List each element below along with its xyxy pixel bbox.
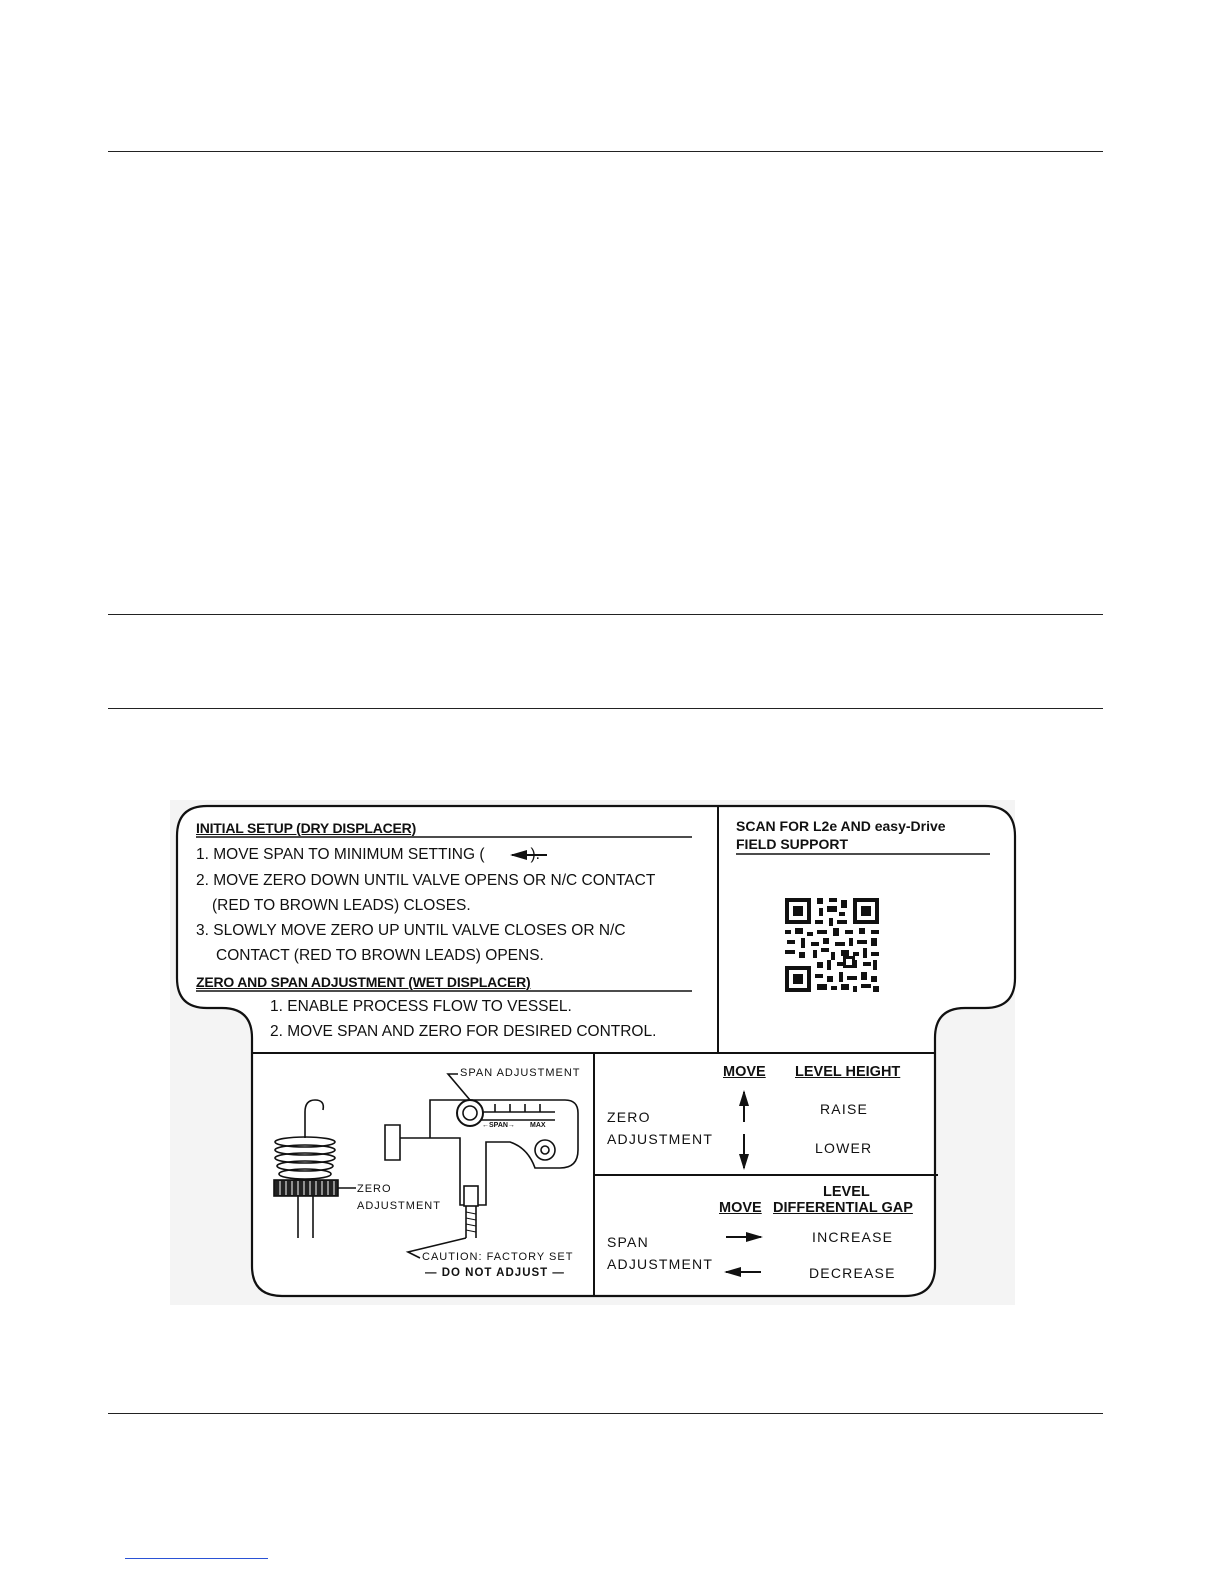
setup-title: INITIAL SETUP (DRY DISPLACER) <box>196 820 417 836</box>
span-level-header-line-2: DIFFERENTIAL GAP <box>773 1200 913 1216</box>
zero-row-label-line-1: ZERO <box>607 1109 651 1125</box>
setup-step-2-line-1: 2. MOVE ZERO DOWN UNTIL VALVE OPENS OR N/C CONTACT <box>196 872 656 889</box>
setup-step-1 <box>196 846 540 864</box>
zero-up-result: RAISE <box>820 1101 869 1117</box>
setup-step-2-line-2: (RED TO BROWN LEADS) CLOSES. <box>212 897 471 914</box>
scan-title-line-2: FIELD SUPPORT <box>736 836 849 852</box>
wet-step-1: 1. ENABLE PROCESS FLOW TO VESSEL. <box>270 998 572 1015</box>
max-label: MAX <box>530 1122 546 1129</box>
caution-line-1: CAUTION: FACTORY SET <box>422 1251 574 1263</box>
zero-adjustment-callout-line-2: ADJUSTMENT <box>357 1200 441 1212</box>
setup-step-3-line-2: CONTACT (RED TO BROWN LEADS) OPENS. <box>216 947 544 964</box>
setup-step-3-line-1: 3. SLOWLY MOVE ZERO UP UNTIL VALVE CLOSES OR N/C <box>196 922 626 939</box>
span-row-label-line-1: SPAN <box>607 1234 649 1250</box>
zero-row-label-line-2: ADJUSTMENT <box>607 1131 714 1147</box>
zero-level-header: LEVEL HEIGHT <box>795 1064 901 1080</box>
zero-adjustment-callout-line-1: ZERO <box>357 1183 392 1195</box>
setup-step-1-end: ). <box>530 846 540 863</box>
scan-title-line-1: SCAN FOR L2e AND easy-Drive <box>736 818 946 834</box>
span-left-result: DECREASE <box>809 1265 896 1281</box>
wet-title: ZERO AND SPAN ADJUSTMENT (WET DISPLACER) <box>196 974 531 990</box>
caution-line-2: — DO NOT ADJUST — <box>425 1267 565 1279</box>
setup-step-1-text: 1. MOVE SPAN TO MINIMUM SETTING ( <box>196 846 485 863</box>
span-row-label-line-2: ADJUSTMENT <box>607 1256 714 1272</box>
span-screw-icon <box>457 1100 483 1126</box>
qr-code <box>783 896 881 994</box>
span-level-header-line-1: LEVEL <box>823 1184 870 1200</box>
zero-move-header: MOVE <box>723 1064 766 1080</box>
span-move-header: MOVE <box>719 1200 762 1216</box>
span-adjustment-callout: SPAN ADJUSTMENT <box>460 1067 581 1079</box>
span-scale-label: ←SPAN→ <box>482 1122 515 1129</box>
span-right-result: INCREASE <box>812 1229 894 1245</box>
wet-step-2: 2. MOVE SPAN AND ZERO FOR DESIRED CONTROL. <box>270 1023 657 1040</box>
zero-down-result: LOWER <box>815 1140 873 1156</box>
